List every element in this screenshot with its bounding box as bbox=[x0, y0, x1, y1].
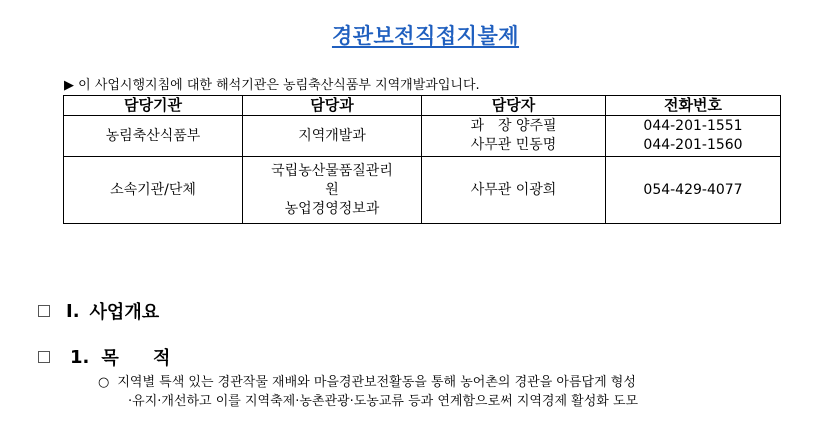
table-row bbox=[64, 157, 781, 224]
cell-dept bbox=[243, 157, 422, 224]
table-header-row bbox=[64, 96, 781, 116]
header-phone: 전화번호 bbox=[606, 96, 781, 116]
section-number: Ⅰ. bbox=[66, 300, 80, 322]
cell-person: 사무관 이광희 bbox=[422, 157, 606, 224]
cell-agency: 농림축산식품부 bbox=[64, 116, 243, 157]
section-title: 목 적 bbox=[101, 348, 185, 369]
table-row bbox=[64, 116, 781, 157]
dept-line: 원 bbox=[325, 181, 339, 198]
checkbox-icon[interactable] bbox=[38, 351, 50, 363]
section-title: 사업개요 bbox=[89, 302, 160, 323]
paragraph-line: ·유지·개선하고 이를 지역축제·농촌관광·도농교류 등과 연계함으로써 지역경제 활성화 도모 bbox=[128, 394, 639, 409]
cell-agency: 소속기관/단체 bbox=[64, 157, 243, 224]
dept-line: 농업경영정보과 bbox=[284, 200, 380, 217]
cell-phone: 054-429-4077 bbox=[606, 157, 781, 224]
checkbox-icon[interactable] bbox=[38, 305, 50, 317]
section-heading-purpose bbox=[38, 344, 184, 370]
cell-dept: 지역개발과 bbox=[243, 116, 422, 157]
dept-line: 국립농산물품질관리 bbox=[271, 162, 393, 179]
document-title: 경관보전직접지불제 bbox=[331, 24, 520, 48]
phone-line: 044-201-1551 bbox=[643, 118, 743, 134]
purpose-paragraph bbox=[98, 373, 788, 411]
bullet-circle-icon: ○ bbox=[98, 375, 110, 390]
header-person: 담당자 bbox=[422, 96, 606, 116]
paragraph-line: 지역별 특색 있는 경관작물 재배와 마을경관보전활동을 통해 농어촌의 경관을 아름답게 형성 bbox=[117, 375, 636, 390]
cell-person bbox=[422, 116, 606, 157]
phone-line: 044-201-1560 bbox=[643, 137, 743, 153]
notice-text: ▶ 이 사업시행지침에 대한 해석기관은 농림축산식품부 지역개발과입니다. bbox=[64, 78, 480, 93]
contact-table bbox=[63, 95, 781, 224]
person-line: 과 장 양주필 bbox=[470, 118, 557, 134]
header-agency: 담당기관 bbox=[64, 96, 243, 116]
cell-phone bbox=[606, 116, 781, 157]
section-number: 1. bbox=[70, 346, 90, 368]
section-heading-overview bbox=[38, 298, 159, 324]
header-dept: 담당과 bbox=[243, 96, 422, 116]
person-line: 사무관 민동명 bbox=[470, 137, 557, 153]
